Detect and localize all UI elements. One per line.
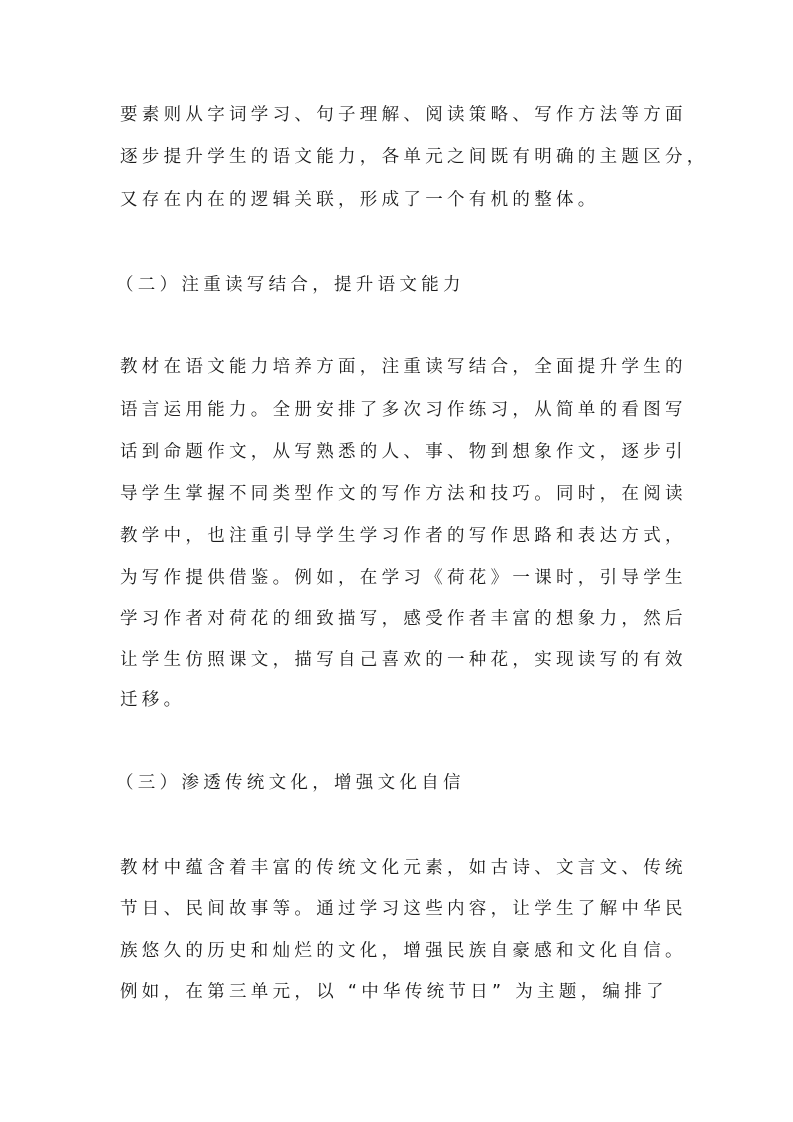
text-line: 为写作提供借鉴。例如，在学习《荷花》一课时，引导学生: [120, 568, 687, 588]
text-line: 教材在语文能力培养方面，注重读写结合，全面提升学生的: [120, 357, 687, 377]
text-line: 学习作者对荷花的细致描写，感受作者丰富的想象力，然后: [120, 609, 687, 629]
section-heading-3: （三）渗透传统文化，增强文化自信: [116, 773, 465, 793]
text-line: 节日、民间故事等。通过学习这些内容，让学生了解中华民: [120, 899, 687, 919]
text-line: 教材中蕴含着丰富的传统文化元素，如古诗、文言文、传统: [120, 858, 687, 878]
text-line: 例如，在第三单元，以 “中华传统节日” 为主题，编排了: [120, 982, 668, 1002]
text-line: 又存在内在的逻辑关联，形成了一个有机的整体。: [120, 190, 600, 210]
text-line: 要素则从字词学习、句子理解、阅读策略、写作方法等方面: [120, 105, 687, 125]
text-line: 族悠久的历史和灿烂的文化，增强民族自豪感和文化自信。: [120, 941, 687, 961]
text-line: 教学中，也注重引导学生学习作者的写作思路和表达方式，: [120, 526, 687, 546]
text-line: 语言运用能力。全册安排了多次习作练习，从简单的看图写: [120, 400, 687, 420]
text-line: 话到命题作文，从写熟悉的人、事、物到想象作文，逐步引: [120, 442, 687, 462]
text-line: 导学生掌握不同类型作文的写作方法和技巧。同时，在阅读: [120, 484, 687, 504]
section-heading-2: （二）注重读写结合，提升语文能力: [116, 275, 465, 295]
text-line: 逐步提升学生的语文能力，各单元之间既有明确的主题区分，: [120, 147, 709, 167]
text-line: 迁移。: [120, 690, 186, 710]
text-line: 让学生仿照课文，描写自己喜欢的一种花，实现读写的有效: [120, 650, 687, 670]
